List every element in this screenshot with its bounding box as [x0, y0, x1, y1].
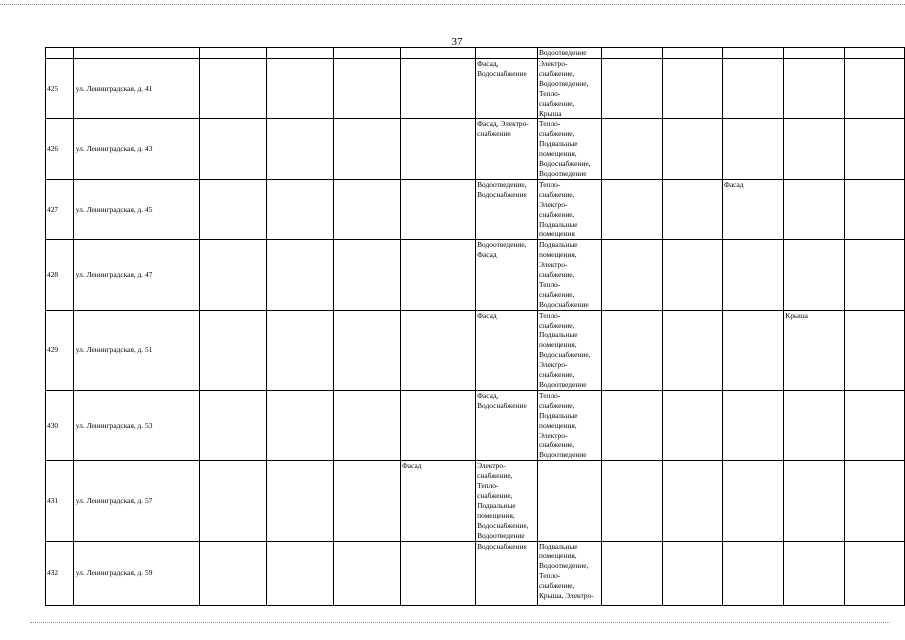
- row-number: 427: [47, 204, 59, 214]
- address-cell: [73, 541, 199, 605]
- cell-text: Водоснабжение: [538, 299, 589, 309]
- work-type-cell: [476, 119, 538, 179]
- work-type-cell: [200, 390, 267, 460]
- work-type-cell: [333, 179, 400, 239]
- work-type-cell: [723, 119, 784, 179]
- cell-text: Фасад,: [477, 59, 499, 68]
- cell-text: Водоснабжение,: [538, 159, 591, 169]
- work-type-cell: [662, 119, 722, 179]
- cell-text: Фасад: [724, 179, 744, 189]
- cell-text: Электро-: [538, 430, 568, 440]
- work-type-cell: [267, 390, 334, 460]
- cell-text: Водоснабжение: [477, 68, 527, 78]
- cell-text: Тепло-: [538, 310, 561, 320]
- work-type-cell: [601, 461, 662, 541]
- cell-text: помещения: [538, 229, 575, 239]
- work-type-cell: [400, 59, 475, 119]
- cell-text: Подвальные: [538, 240, 578, 250]
- cell-text: Подвальные: [538, 139, 578, 149]
- work-type-cell: [537, 240, 601, 310]
- work-type-cell: [601, 541, 662, 605]
- cell-text: Подвальные: [538, 219, 578, 229]
- cell-text: Крыша, Электро-: [538, 591, 594, 601]
- cell-text: Водоотведение,: [477, 240, 527, 250]
- address-cell: [73, 240, 199, 310]
- work-type-cell: [723, 240, 784, 310]
- work-type-cell: [844, 310, 904, 390]
- table-cell: [844, 48, 904, 59]
- work-type-cell: [784, 390, 844, 460]
- cell-text: Водоотведение,: [538, 78, 589, 88]
- address-cell: [73, 59, 199, 119]
- table-cell: [267, 48, 334, 59]
- table-row: [46, 390, 905, 460]
- work-type-cell: [601, 240, 662, 310]
- address-cell: [73, 119, 199, 179]
- cell-text: Подвальные: [477, 500, 516, 510]
- cell-text: снабжение,: [538, 289, 575, 299]
- cell-text: Водоснабжение: [477, 400, 527, 410]
- work-type-cell: [723, 59, 784, 119]
- cell-text: снабжение,: [477, 471, 513, 481]
- row-number-cell: [46, 541, 74, 605]
- row-number: 432: [47, 568, 59, 578]
- work-type-cell: [267, 240, 334, 310]
- cell-text: Подвальные: [538, 330, 578, 340]
- work-type-cell: [400, 461, 475, 541]
- address-cell: [73, 461, 199, 541]
- work-type-cell: [400, 390, 475, 460]
- work-type-cell: [476, 179, 538, 239]
- work-type-cell: [784, 119, 844, 179]
- work-type-cell: [267, 541, 334, 605]
- row-number: 430: [47, 420, 59, 430]
- cell-text: снабжение,: [538, 189, 575, 199]
- work-type-cell: [784, 240, 844, 310]
- work-type-cell: [476, 59, 538, 119]
- work-type-cell: [844, 240, 904, 310]
- work-type-cell: [200, 119, 267, 179]
- work-type-cell: [537, 119, 601, 179]
- work-type-cell: [333, 59, 400, 119]
- cell-text: Тепло-: [477, 481, 499, 491]
- cell-text: Электро-: [538, 59, 568, 68]
- repair-schedule-table: [45, 47, 905, 606]
- work-type-cell: [200, 59, 267, 119]
- row-number-cell: [46, 310, 74, 390]
- work-type-cell: [333, 119, 400, 179]
- work-type-cell: [844, 461, 904, 541]
- work-type-cell: [784, 461, 844, 541]
- work-type-cell: [267, 59, 334, 119]
- table-row: [46, 179, 905, 239]
- table-cell: [784, 48, 844, 59]
- carry-over-row: [46, 48, 905, 59]
- row-number: 429: [47, 345, 59, 355]
- work-type-cell: [662, 541, 722, 605]
- table-body: [46, 48, 905, 606]
- work-type-cell: [844, 179, 904, 239]
- row-number-cell: [46, 179, 74, 239]
- address-cell: [73, 310, 199, 390]
- cell-text: Водоотведение,: [477, 179, 527, 189]
- cell-text: помещения,: [538, 149, 577, 159]
- work-type-cell: [333, 541, 400, 605]
- cell-text: Фасад: [401, 461, 422, 471]
- cell-text: Тепло-: [538, 279, 561, 289]
- row-number-cell: [46, 390, 74, 460]
- cell-text: Водоснабжение: [477, 541, 527, 551]
- row-number-cell: [46, 59, 74, 119]
- cell-text: Тепло-: [538, 88, 561, 98]
- work-type-cell: [662, 461, 722, 541]
- work-type-cell: [333, 310, 400, 390]
- work-type-cell: [400, 179, 475, 239]
- work-type-cell: [662, 240, 722, 310]
- work-type-cell: [784, 541, 844, 605]
- work-type-cell: [784, 179, 844, 239]
- cell-text: помещения,: [477, 510, 515, 520]
- cell-text: Подвальные: [538, 410, 578, 420]
- work-type-cell: [601, 179, 662, 239]
- work-type-cell: [267, 119, 334, 179]
- work-type-cell: [601, 310, 662, 390]
- cell-text: Электро-: [538, 199, 568, 209]
- row-number-cell: [46, 240, 74, 310]
- cell-text: Фасад: [477, 250, 497, 260]
- address-text: ул. Ленинградская, д. 51: [75, 345, 153, 355]
- top-scan-border: [0, 4, 905, 5]
- address-text: ул. Ленинградская, д. 41: [75, 83, 153, 93]
- cell-text: помещения,: [538, 340, 577, 350]
- cell-text: снабжение,: [538, 129, 575, 139]
- address-text: ул. Ленинградская, д. 57: [75, 495, 153, 505]
- cell-text: Водоснабжение: [477, 189, 527, 199]
- cell-text: Тепло-: [538, 390, 561, 400]
- cell-text: Крыша: [785, 310, 808, 320]
- work-type-cell: [723, 541, 784, 605]
- work-type-cell: [267, 179, 334, 239]
- cell-text: Тепло-: [538, 119, 561, 129]
- table-row: [46, 461, 905, 541]
- work-type-cell: [476, 390, 538, 460]
- cell-text: снабжение,: [538, 440, 575, 450]
- cell-text: Фасад,: [477, 390, 499, 400]
- work-type-cell: [476, 310, 538, 390]
- work-type-cell: [844, 119, 904, 179]
- address-text: ул. Ленинградская, д. 59: [75, 568, 153, 578]
- work-type-cell: [723, 310, 784, 390]
- cell-text: Водоотведение,: [538, 561, 589, 571]
- table-row: [46, 541, 905, 605]
- cell-text: Водоотведение: [538, 450, 587, 460]
- work-type-cell: [476, 461, 538, 541]
- work-type-cell: [723, 461, 784, 541]
- address-text: ул. Ленинградская, д. 53: [75, 420, 153, 430]
- cell-text: Водоснабжение,: [477, 520, 529, 530]
- work-type-cell: [400, 119, 475, 179]
- table-cell: [200, 48, 267, 59]
- work-type-cell: [537, 310, 601, 390]
- cell-text: снабжение: [477, 129, 511, 139]
- work-type-cell: [662, 59, 722, 119]
- work-type-cell: [844, 390, 904, 460]
- cell-text: Водоотведение: [538, 168, 587, 178]
- cell-text: снабжение,: [538, 209, 575, 219]
- row-number-cell: [46, 461, 74, 541]
- address-cell: [73, 179, 199, 239]
- cell-text: Тепло-: [538, 571, 561, 581]
- table-cell: [601, 48, 662, 59]
- cell-text: Электро-: [538, 360, 568, 370]
- work-type-cell: [200, 541, 267, 605]
- cell-text: снабжение,: [538, 270, 575, 280]
- work-type-cell: [662, 310, 722, 390]
- cell-text: помещения,: [538, 551, 577, 561]
- work-type-cell: [662, 390, 722, 460]
- row-number: 425: [47, 83, 59, 93]
- work-type-cell: [537, 390, 601, 460]
- work-type-cell: [601, 390, 662, 460]
- table-cell: [476, 48, 538, 59]
- work-type-cell: [400, 240, 475, 310]
- table-row: [46, 240, 905, 310]
- cell-text: Электро-: [477, 461, 506, 471]
- cell-text: снабжение,: [538, 581, 575, 591]
- cell-text: снабжение,: [538, 370, 575, 380]
- row-number: 426: [47, 144, 59, 154]
- address-text: ул. Ленинградская, д. 43: [75, 144, 153, 154]
- work-type-cell: [400, 310, 475, 390]
- work-type-cell: [537, 461, 601, 541]
- cell-text: помещения,: [538, 250, 577, 260]
- work-type-cell: [784, 310, 844, 390]
- carry-over-cell: [537, 48, 601, 59]
- work-type-cell: [662, 179, 722, 239]
- cell-text: Водоотведение: [538, 380, 587, 389]
- table-cell: [73, 48, 199, 59]
- work-type-cell: [844, 59, 904, 119]
- table-cell: [723, 48, 784, 59]
- address-cell: [73, 390, 199, 460]
- cell-text: снабжение,: [538, 400, 575, 410]
- bottom-scan-border: [30, 622, 890, 623]
- work-type-cell: [267, 310, 334, 390]
- cell-text: Водоотведение: [538, 48, 587, 57]
- row-number: 431: [47, 495, 59, 505]
- cell-text: Электро-: [538, 260, 568, 270]
- cell-text: снабжение,: [477, 490, 513, 500]
- table-cell: [333, 48, 400, 59]
- address-text: ул. Ленинградская, д. 45: [75, 204, 153, 214]
- table-row: [46, 59, 905, 119]
- address-text: ул. Ленинградская, д. 47: [75, 270, 153, 280]
- cell-text: Крыша: [538, 108, 562, 118]
- cell-text: снабжение,: [538, 320, 575, 330]
- work-type-cell: [537, 179, 601, 239]
- cell-text: Подвальные: [538, 541, 578, 551]
- cell-text: снабжение,: [538, 68, 575, 78]
- cell-text: Фасад, Электро-: [477, 119, 529, 129]
- work-type-cell: [333, 240, 400, 310]
- work-type-cell: [537, 541, 601, 605]
- page-number: 37: [451, 36, 463, 48]
- work-type-cell: [844, 541, 904, 605]
- cell-text: Фасад: [477, 310, 497, 320]
- table-row: [46, 310, 905, 390]
- table-cell: [662, 48, 722, 59]
- work-type-cell: [476, 541, 538, 605]
- work-type-cell: [400, 541, 475, 605]
- work-type-cell: [723, 390, 784, 460]
- work-type-cell: [333, 461, 400, 541]
- cell-text: Тепло-: [538, 179, 561, 189]
- table-cell: [46, 48, 74, 59]
- cell-text: Водоснабжение,: [538, 350, 591, 360]
- work-type-cell: [601, 59, 662, 119]
- work-type-cell: [476, 240, 538, 310]
- work-type-cell: [723, 179, 784, 239]
- work-type-cell: [537, 59, 601, 119]
- row-number-cell: [46, 119, 74, 179]
- work-type-cell: [200, 310, 267, 390]
- work-type-cell: [784, 59, 844, 119]
- work-type-cell: [200, 179, 267, 239]
- cell-text: снабжение,: [538, 98, 575, 108]
- work-type-cell: [601, 119, 662, 179]
- work-type-cell: [200, 461, 267, 541]
- table-cell: [400, 48, 475, 59]
- row-number: 428: [47, 270, 59, 280]
- work-type-cell: [267, 461, 334, 541]
- table-row: [46, 119, 905, 179]
- work-type-cell: [333, 390, 400, 460]
- cell-text: помещения,: [538, 420, 577, 430]
- work-type-cell: [200, 240, 267, 310]
- cell-text: Водоотведение: [477, 530, 525, 540]
